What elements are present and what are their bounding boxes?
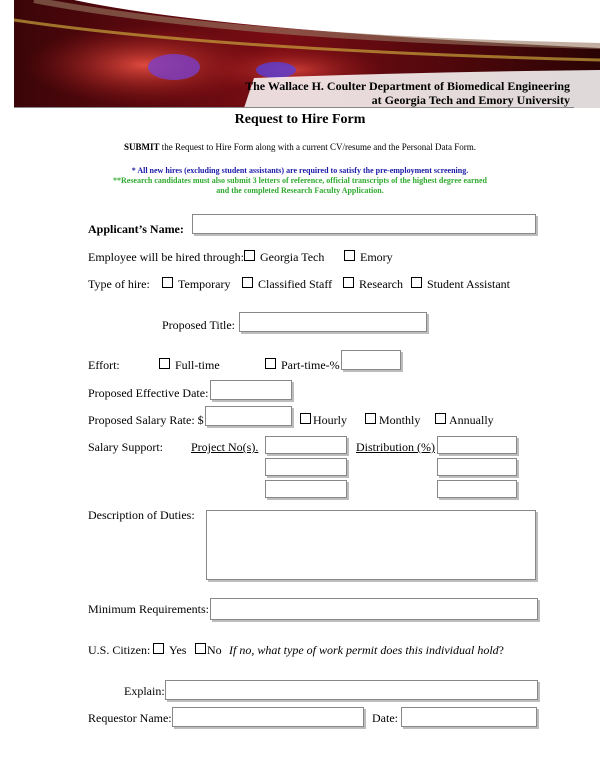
date-input[interactable] [401,707,537,727]
part-time-label: Part-time-% [281,358,340,372]
distribution-header: Distribution (%) [356,440,435,454]
project-no-input-2[interactable] [265,458,347,476]
part-time-checkbox[interactable] [265,358,276,369]
explain-input[interactable] [165,680,538,700]
citizen-yes-label: Yes [169,643,187,657]
applicant-name-label: Applicant’s Name: [88,222,184,236]
annually-label: Annually [449,413,494,427]
date-label: Date: [372,711,398,725]
screening-note: * All new hires (excluding student assistants) are required to satisfy the pre-employment screening. [131,166,469,175]
georgia-tech-checkbox[interactable] [244,250,255,261]
temporary-checkbox[interactable] [162,277,173,288]
description-label: Description of Duties: [88,508,195,522]
classified-staff-label: Classified Staff [258,277,333,291]
distribution-input-1[interactable] [437,436,517,454]
work-permit-question: If no, what type of work permit does this individual hold? [229,643,504,657]
student-assistant-label: Student Assistant [427,277,511,291]
part-time-percent-input[interactable] [341,350,401,370]
distribution-input-3[interactable] [437,480,517,498]
department-institutions: at Georgia Tech and Emory University [371,93,570,107]
annually-checkbox[interactable] [435,413,446,424]
explain-label: Explain: [124,684,165,698]
distribution-input-2[interactable] [437,458,517,476]
proposed-title-label: Proposed Title: [162,318,236,332]
salary-support-label: Salary Support: [88,440,163,454]
emory-checkbox[interactable] [344,250,355,261]
form-title: Request to Hire Form [234,112,366,127]
hired-through-label: Employee will be hired through: [88,250,244,264]
applicant-name-input[interactable] [192,214,536,234]
header-rule [14,107,574,108]
description-textarea[interactable] [206,510,536,580]
requestor-name-label: Requestor Name: [88,711,172,725]
temporary-label: Temporary [178,277,231,291]
research-note: **Research candidates must also submit 3 letters of reference, official transcripts of the highest degree earned and the completed Research Faculty Application. [112,176,487,195]
min-requirements-label: Minimum Requirements: [88,602,209,616]
type-of-hire-label: Type of hire: [88,277,150,291]
student-assistant-checkbox[interactable] [411,277,422,288]
effort-label: Effort: [88,358,120,372]
project-no-input-3[interactable] [265,480,347,498]
full-time-label: Full-time [175,358,220,372]
hourly-label: Hourly [313,413,347,427]
research-checkbox[interactable] [343,277,354,288]
hourly-checkbox[interactable] [300,413,311,424]
citizen-no-checkbox[interactable] [195,643,206,654]
effective-date-input[interactable] [210,380,292,400]
monthly-checkbox[interactable] [365,413,376,424]
effective-date-label: Proposed Effective Date: [88,386,209,400]
salary-rate-input[interactable] [205,406,292,426]
proposed-title-input[interactable] [239,312,427,332]
emory-label: Emory [360,250,393,264]
citizen-yes-checkbox[interactable] [153,643,164,654]
research-label: Research [359,277,403,291]
classified-staff-checkbox[interactable] [242,277,253,288]
monthly-label: Monthly [379,413,421,427]
department-name: The Wallace H. Coulter Department of Biomedical Engineering [245,79,570,93]
project-no-input-1[interactable] [265,436,347,454]
project-no-header: Project No(s). [191,440,259,454]
min-requirements-input[interactable] [210,598,538,620]
salary-rate-label: Proposed Salary Rate: $ [88,413,204,427]
citizen-no-label: No [207,643,222,657]
full-time-checkbox[interactable] [159,358,170,369]
submit-instruction: SUBMIT the Request to Hire Form along with a current CV/resume and the Personal Data Form. [124,142,476,152]
georgia-tech-label: Georgia Tech [260,250,325,264]
requestor-name-input[interactable] [172,707,364,727]
us-citizen-label: U.S. Citizen: [88,643,151,657]
